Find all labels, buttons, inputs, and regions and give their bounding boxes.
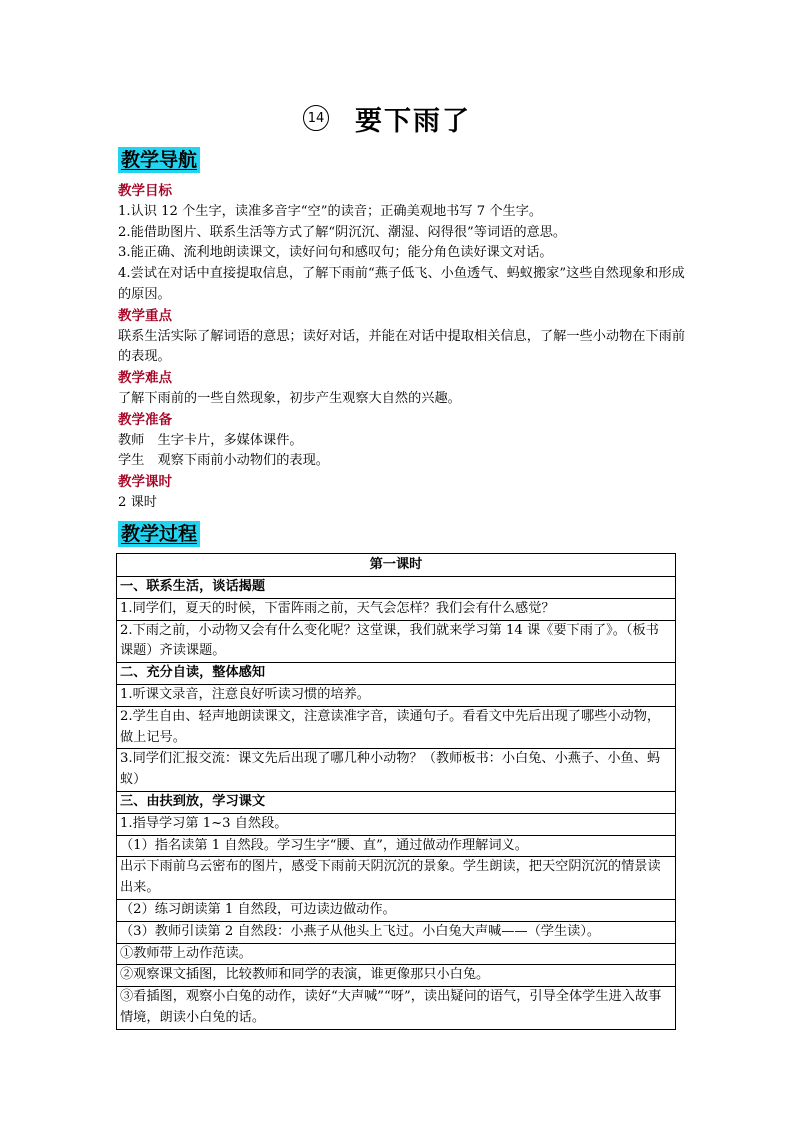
- section-heading-process: 教学过程: [118, 521, 200, 547]
- table-row: 1.同学们，夏天的时候，下雷阵雨之前，天气会怎样？我们会有什么感觉？: [117, 598, 676, 620]
- goal-item: 2.能借助图片、联系生活等方式了解“阴沉沉、潮湿、闷得很”等词语的意思。: [118, 224, 567, 240]
- teaching-nav: [118, 181, 688, 514]
- lesson-title-row: [0, 98, 794, 138]
- class-hours-heading: 教学课时: [118, 474, 172, 491]
- table-row: ③看插图，观察小白兔的动作，读好“大声喊”“呀”，读出疑问的语气，引导全体学生进入故事情境，朗读小白兔的话。: [117, 987, 676, 1030]
- lesson-title: 要下雨了: [355, 105, 471, 137]
- table-row: 1.指导学习第 1~3 自然段。: [117, 813, 676, 835]
- table-row: 2.下雨之前，小动物又会有什么变化呢？这堂课，我们就来学习第 14 课《要下雨了》。（板书课题）齐读课题。: [117, 620, 676, 663]
- preparation-item: 学生 观察下雨前小动物们的表现。: [118, 453, 329, 469]
- table-row: ①教师带上动作范读。: [117, 943, 676, 965]
- goal-item: 1.认识 12 个生字，读准多音字“空”的读音；正确美观地书写 7 个生字。: [118, 203, 543, 219]
- section-heading-nav: 教学导航: [118, 147, 200, 173]
- preparation-item: 教师 生字卡片，多媒体课件。: [118, 432, 303, 448]
- table-row: 1.听课文录音，注意良好听读习惯的培养。: [117, 684, 676, 706]
- table-row: 3.同学们汇报交流：课文先后出现了哪几种小动物？（教师板书：小白兔、小燕子、小鱼、蚂蚁）: [117, 749, 676, 792]
- goals-heading: 教学目标: [118, 183, 172, 199]
- table-row: 二、充分自读，整体感知: [117, 663, 676, 685]
- difficulty-text: 了解下雨前的一些自然现象，初步产生观察大自然的兴趣。: [118, 390, 461, 406]
- key-points-text: 联系生活实际了解词语的意思；读好对话，并能在对话中提取相关信息，了解一些小动物在下雨前的表现。: [118, 328, 686, 365]
- table-row: ②观察课文插图，比较教师和同学的表演，谁更像那只小白兔。: [117, 965, 676, 987]
- preparation-heading: 教学准备: [118, 411, 172, 428]
- table-row: （3）教师引读第 2 自然段：小燕子从他头上飞过。小白兔大声喊——（学生读）。: [117, 921, 676, 943]
- table-row: 一、联系生活，谈话揭题: [120, 579, 266, 594]
- goal-item: 3.能正确、流利地朗读课文，读好问句和感叹句；能分角色读好课文对话。: [118, 245, 553, 261]
- lesson-number: 14: [303, 105, 329, 131]
- table-row: 2.学生自由、轻声地朗读课文，注意读准字音，读通句子。看看文中先后出现了哪些小动物，做上记号。: [117, 706, 676, 749]
- key-points-heading: 教学重点: [118, 307, 172, 324]
- table-row: （2）练习朗读第 1 自然段，可边读边做动作。: [117, 899, 676, 921]
- table-row: （1）指名读第 1 自然段。学习生字“腰、直”，通过做动作理解词义。: [117, 835, 676, 857]
- teaching-process-table: [116, 553, 676, 1030]
- difficulty-heading: 教学难点: [118, 370, 172, 387]
- goal-item: 4.尝试在对话中直接提取信息，了解下雨前“燕子低飞、小鱼透气、蚂蚁搬家”这些自然现象和形成的原因。: [118, 266, 685, 302]
- table-row: 出示下雨前乌云密布的图片，感受下雨前天阴沉沉的景象。学生朗读，把天空阴沉沉的情景读出来。: [117, 857, 676, 900]
- table-header: 第一课时: [117, 554, 676, 577]
- table-row: 三、由扶到放，学习课文: [117, 791, 676, 813]
- class-hours-text: 2 课时: [118, 494, 157, 510]
